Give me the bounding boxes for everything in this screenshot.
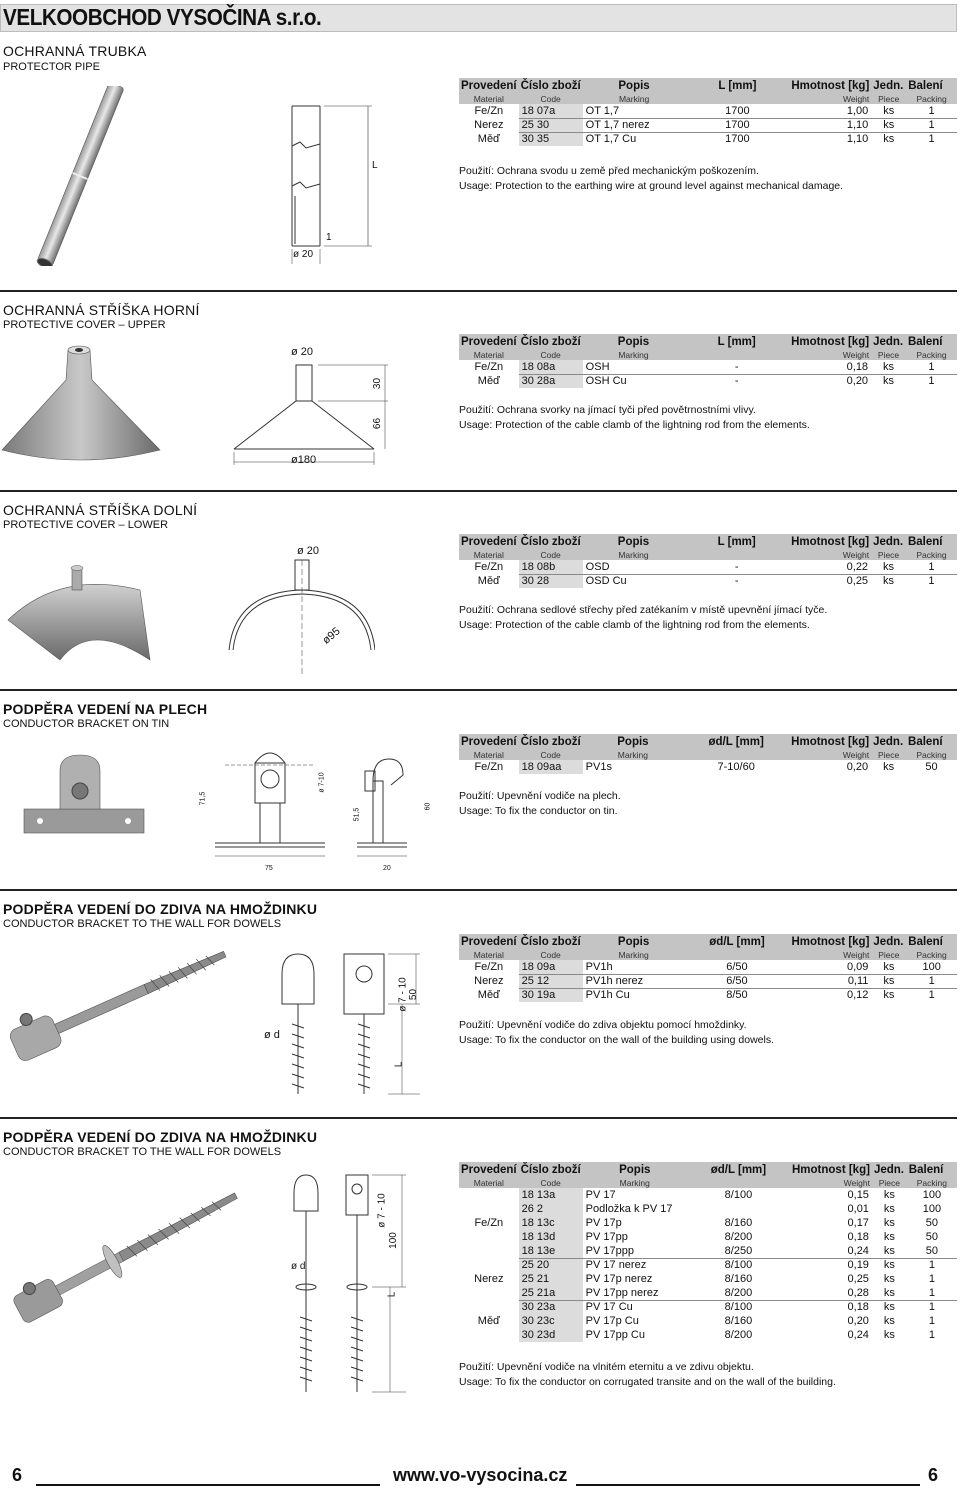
col-desc: Popis bbox=[583, 78, 686, 93]
section-subtitle: CONDUCTOR BRACKET TO THE WALL FOR DOWELS bbox=[3, 918, 282, 930]
table-row: 30 23d PV 17pp Cu 8/200 0,24 ks 1 bbox=[459, 1328, 957, 1342]
dim-dd: ø 7 - 10 bbox=[376, 1193, 388, 1228]
usage-text: Použití: Upevnění vodiče do zdiva objektu pomocí hmoždinky. Usage: To fix the conductor on the wall of the building using dowels. bbox=[459, 1019, 774, 1046]
table-row: Fe/Zn 18 07a OT 1,7 1700 1,00 ks 1 bbox=[474, 104, 935, 117]
dim-w2: 20 bbox=[383, 865, 391, 872]
usage-text: Použití: Ochrana svorky na jímací tyči před povětrnostními vlivy. Usage: Protection of the cable clamb of the lightning rod from the elements. bbox=[459, 404, 810, 431]
page-footer bbox=[0, 1462, 960, 1492]
section-subtitle: PROTECTOR PIPE bbox=[3, 61, 100, 73]
dim-dd: ø 7 - 10 bbox=[397, 977, 409, 1012]
bracket-wall-photo bbox=[0, 944, 250, 1074]
usage-text: Použití: Upevnění vodiče na vlnitém eternitu a ve zdivu objektu. Usage: To fix the conductor on corrugated transite and on the wall of the building. bbox=[459, 1361, 836, 1388]
footer-line-left bbox=[36, 1484, 380, 1486]
pipe-drawing bbox=[262, 86, 382, 264]
usage-text: Použití: Ochrana sedlové střechy před zatékaním v místě upevnění jímací tyče. Usage: Protection of the cable clamb of the lightning rod from the elements. bbox=[459, 604, 828, 631]
table-row: Měď 30 23a PV 17 Cu 8/100 0,18 ks 1 bbox=[459, 1300, 957, 1314]
dim-l: L bbox=[386, 1291, 398, 1298]
section-bracket-wall-1 bbox=[0, 889, 960, 1114]
col-code: Číslo zboží bbox=[520, 79, 581, 92]
col-unit-en: Piece bbox=[871, 93, 906, 104]
col-code-en: Code bbox=[519, 93, 583, 104]
product-table: Provedení Číslo zboží Popis ød/L [mm] Hmotnost [kg] Jedn. Balení Material Code Marking Weight Piece Packing Fe/Zn 18 09aa PV1s 7-10/60 0,20 ks 50 bbox=[459, 734, 957, 774]
col-material: Provedení bbox=[461, 79, 517, 92]
section-subtitle: CONDUCTOR BRACKET ON TIN bbox=[3, 718, 170, 730]
section-bracket-tin bbox=[0, 689, 960, 889]
col-len: L [mm] bbox=[685, 78, 789, 93]
pv17-drawing bbox=[282, 1167, 432, 1397]
col-pack-en: Packing bbox=[906, 93, 957, 104]
bracket-wall-drawing bbox=[270, 944, 440, 1104]
dim-top: ø 20 bbox=[297, 545, 320, 557]
section-title: PODPĚRA VEDENÍ NA PLECH bbox=[3, 701, 208, 717]
cover-lower-drawing bbox=[215, 540, 375, 680]
dim-h2: 66 bbox=[372, 417, 384, 430]
product-table: Provedení Číslo zboží Popis L [mm] Hmotnost [kg] Jedn. Balení Material Code Marking Weight Piece Packing Fe/Zn 18 08b OSD - 0,22 ks 1 Měď 30 28 OSD Cu - 0,25 ks 1 bbox=[459, 534, 957, 588]
table-row: Fe/Zn 18 09aa PV1s 7-10/60 0,20 ks 50 bbox=[474, 761, 938, 773]
dim-h1: 71,5 bbox=[199, 791, 207, 806]
dim-one: 1 bbox=[326, 232, 332, 243]
table-row: Fe/Zn 18 09a PV1h 6/50 0,09 ks 100 bbox=[474, 960, 941, 973]
section-title: OCHRANNÁ TRUBKA bbox=[3, 43, 147, 59]
section-title: OCHRANNÁ STŘÍŠKA DOLNÍ bbox=[3, 502, 198, 518]
table-row: 18 13e PV 17ppp 8/250 0,24 ks 50 bbox=[459, 1244, 957, 1258]
product-table: Provedení Číslo zboží Popis ød/L [mm] Hmotnost [kg] Jedn. Balení Material Code Marking Weight Piece Packing Fe/Zn 18 13a PV 17 8/100 0,15 ks 100 26 2 Podložka k PV 17 0,01 ks 100 18 13c PV 17p 8/160 0,17 ks 50 18 13d PV 17pp 8/200 0,18 ks 50 18 13e PV 17ppp 8/250 0,24 ks 50 Nerez 25 20 PV 17 nerez 8/100 0,19 ks 1 25 21 PV 17p nerez 8/160 0,25 ks 1 25 21a PV 17pp nerez 8/200 0,28 ks 1 Měď 30 23a PV 17 Cu 8/100 0,18 ks 1 30 23c PV 17p Cu 8/160 0,20 ks 1 30 23d PV 17pp Cu 8/200 0,24 ks 1 bbox=[459, 1162, 957, 1342]
page-number-right: 6 bbox=[927, 1465, 938, 1485]
section-divider bbox=[0, 889, 957, 891]
table-row: Měď 30 28 OSD Cu - 0,25 ks 1 bbox=[459, 574, 957, 588]
section-divider bbox=[0, 1117, 957, 1119]
product-table bbox=[459, 78, 957, 146]
footer-line-right bbox=[576, 1484, 920, 1486]
col-material-en: Material bbox=[459, 93, 519, 104]
dim-top: ø 20 bbox=[291, 346, 314, 358]
dim-h1: 30 bbox=[372, 377, 384, 390]
table-row: Nerez 25 12 PV1h nerez 6/50 0,11 ks 1 bbox=[459, 974, 957, 988]
product-table: Provedení Číslo zboží Popis ød/L [mm] Hmotnost [kg] Jedn. Balení Material Code Marking Weight Piece Packing Fe/Zn 18 09a PV1h 6/50 0,09 ks 100 Nerez 25 12 PV1h nerez 6/50 0,11 ks 1 Měď 30 19a PV1h Cu 8/50 0,12 ks 1 bbox=[459, 934, 957, 1002]
table-row: 18 13c PV 17p 8/160 0,17 ks 50 bbox=[459, 1216, 957, 1230]
col-weight: Hmotnost [kg] bbox=[791, 79, 870, 92]
section-cover-lower bbox=[0, 490, 960, 690]
section-subtitle: CONDUCTOR BRACKET TO THE WALL FOR DOWELS bbox=[3, 1146, 282, 1158]
dim-base: ø180 bbox=[291, 454, 317, 466]
section-title: PODPĚRA VEDENÍ DO ZDIVA NA HMOŽDINKU bbox=[3, 901, 318, 917]
cover-lower-photo bbox=[0, 560, 160, 670]
table-row: Měď 30 19a PV1h Cu 8/50 0,12 ks 1 bbox=[459, 988, 957, 1002]
cover-upper-photo bbox=[0, 340, 170, 480]
page-number-left: 6 bbox=[12, 1465, 23, 1485]
col-len-en bbox=[685, 93, 789, 104]
table-row: 25 21 PV 17p nerez 8/160 0,25 ks 1 bbox=[459, 1272, 957, 1286]
dim-h: 100 bbox=[387, 1232, 399, 1249]
product-table: Provedení Číslo zboží Popis L [mm] Hmotnost [kg] Jedn. Balení Material Code Marking Weight Piece Packing Fe/Zn 18 08a OSH - 0,18 ks 1 Měď 30 28a OSH Cu - 0,20 ks 1 bbox=[459, 334, 957, 388]
dim-radius: ø95 bbox=[320, 625, 343, 647]
bracket-tin-drawing bbox=[195, 741, 440, 881]
dim-l: L bbox=[393, 1061, 405, 1068]
usage-text: Použití: Upevnění vodiče na plech. Usage: To fix the conductor on tin. bbox=[459, 790, 621, 817]
table-row: 18 13d PV 17pp 8/200 0,18 ks 50 bbox=[459, 1230, 957, 1244]
section-cover-upper bbox=[0, 290, 960, 490]
pv17-photo bbox=[0, 1177, 260, 1327]
dim-d: ø d bbox=[264, 1029, 280, 1041]
dim-length: L bbox=[372, 160, 378, 171]
col-pack: Balení bbox=[906, 78, 957, 93]
col-desc-en: Marking bbox=[583, 93, 686, 104]
dim-diameter: ø 20 bbox=[293, 249, 314, 260]
table-row: 25 21a PV 17pp nerez 8/200 0,28 ks 1 bbox=[459, 1286, 957, 1300]
table-row: Nerez 25 20 PV 17 nerez 8/100 0,19 ks 1 bbox=[459, 1258, 957, 1272]
section-subtitle: PROTECTIVE COVER – LOWER bbox=[3, 519, 169, 531]
table-row: Nerez 25 30 OT 1,7 nerez 1700 1,10 ks 1 bbox=[459, 118, 957, 132]
table-row: 30 23c PV 17p Cu 8/160 0,20 ks 1 bbox=[459, 1314, 957, 1328]
website-link[interactable]: www.vo-vysocina.cz bbox=[393, 1465, 568, 1485]
usage-text: Použití: Ochrana svodu u země před mechanickým poškozením. Usage: Protection to the earthing wire at ground level against mechanical damage. bbox=[459, 165, 844, 192]
company-name: VELKOOBCHOD VYSOČINA s.r.o. bbox=[3, 4, 322, 30]
table-row: Fe/Zn 18 13a PV 17 8/100 0,15 ks 100 bbox=[474, 1189, 942, 1229]
dim-h2: 51,5 bbox=[353, 807, 361, 822]
table-row: Měď 30 28a OSH Cu - 0,20 ks 1 bbox=[459, 374, 957, 388]
col-unit: Jedn. bbox=[871, 78, 906, 93]
table-row: 26 2 Podložka k PV 17 0,01 ks 100 bbox=[459, 1202, 957, 1216]
section-divider bbox=[0, 490, 957, 492]
pipe-photo bbox=[0, 86, 160, 266]
dim-w1: 75 bbox=[265, 865, 273, 872]
page-header bbox=[0, 0, 960, 34]
section-subtitle: PROTECTIVE COVER – UPPER bbox=[3, 319, 166, 331]
dim-d: ø d bbox=[291, 1261, 306, 1272]
section-bracket-wall-2 bbox=[0, 1117, 960, 1437]
dim-h3: 60 bbox=[424, 802, 432, 811]
section-divider bbox=[0, 689, 957, 691]
table-row: Měď 30 35 OT 1,7 Cu 1700 1,10 ks 1 bbox=[459, 132, 957, 146]
dim-diameter: ø 7-10 bbox=[318, 772, 326, 793]
section-title: OCHRANNÁ STŘÍŠKA HORNÍ bbox=[3, 302, 200, 318]
section-divider bbox=[0, 290, 957, 292]
table-row: Fe/Zn 18 08b OSD - 0,22 ks 1 bbox=[474, 560, 935, 573]
bracket-tin-photo bbox=[20, 751, 170, 841]
col-weight-en: Weight bbox=[789, 93, 871, 104]
section-protector-pipe bbox=[0, 36, 960, 286]
table-row: Fe/Zn 18 08a OSH - 0,18 ks 1 bbox=[474, 360, 935, 373]
dim-h: 50 bbox=[408, 988, 420, 1001]
section-title: PODPĚRA VEDENÍ DO ZDIVA NA HMOŽDINKU bbox=[3, 1129, 318, 1145]
